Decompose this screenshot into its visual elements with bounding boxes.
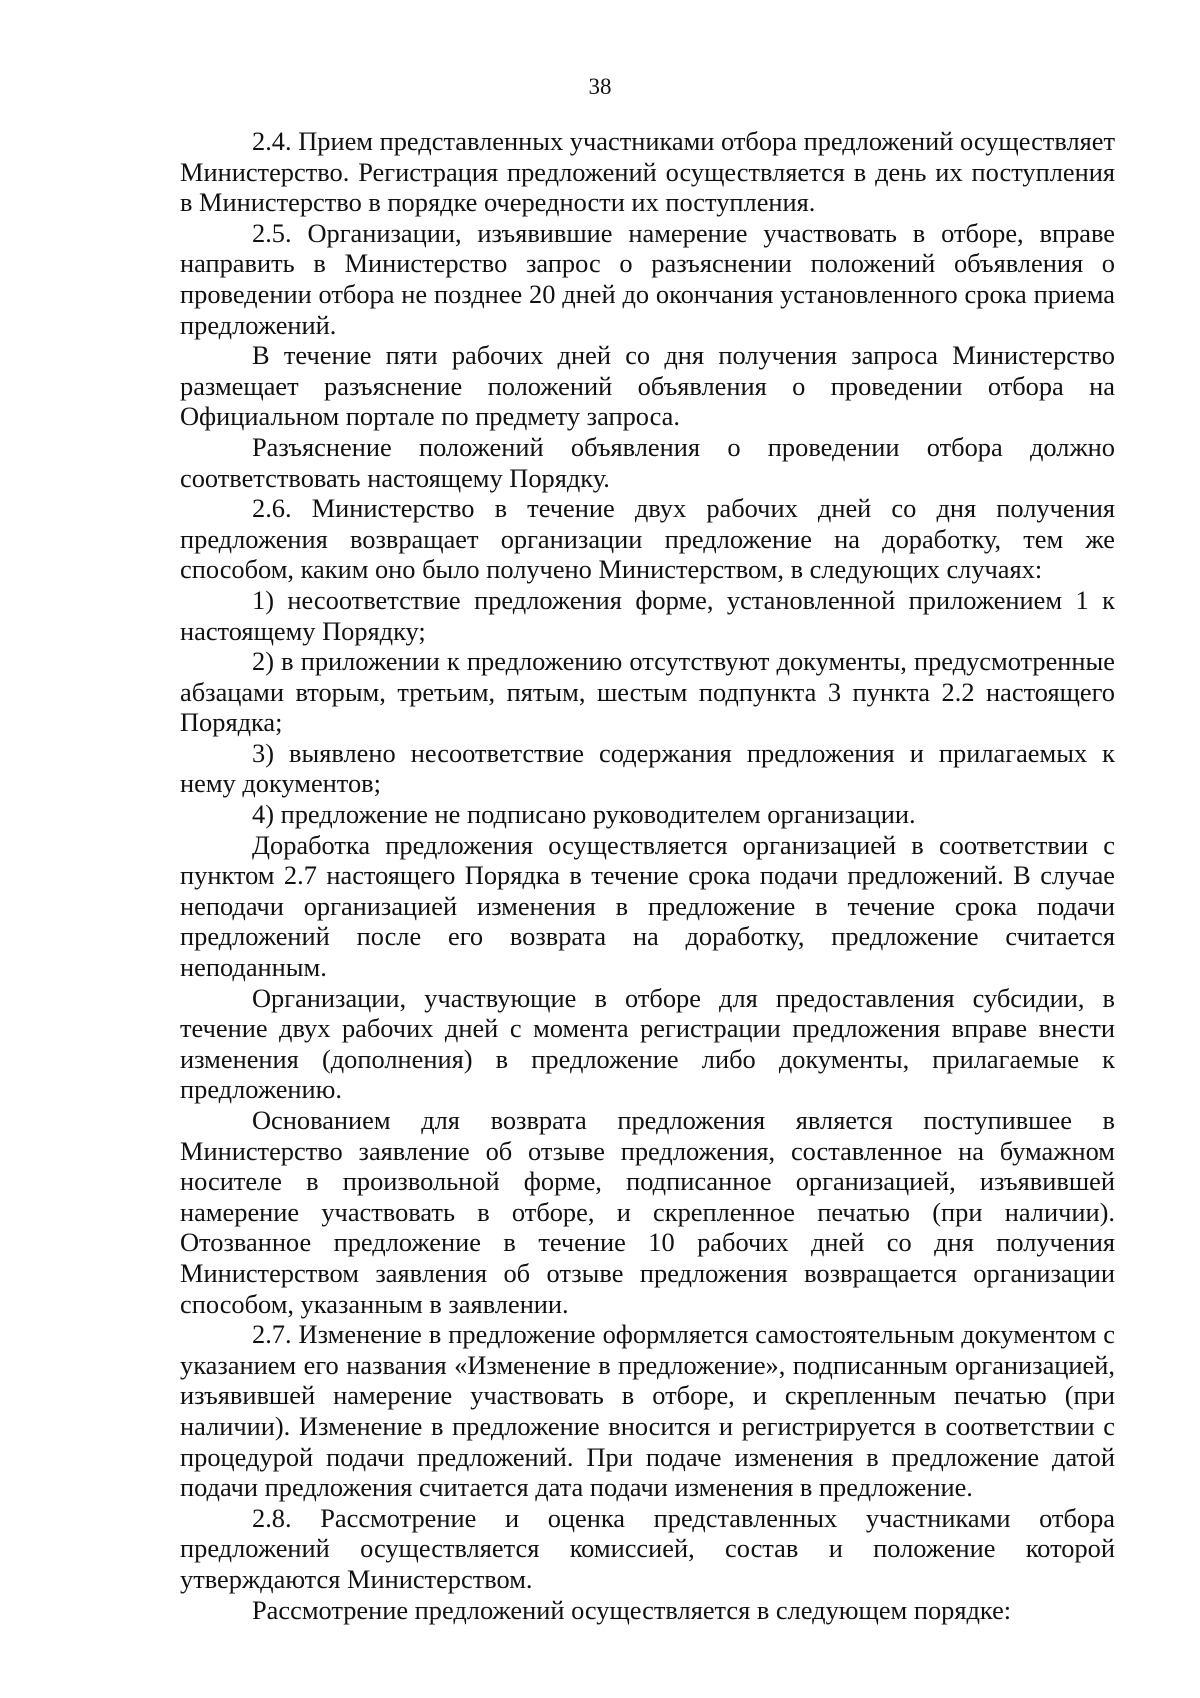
paragraph-2-5: 2.5. Организации, изъявившие намерение участвовать в отборе, вправе направить в Министерство запрос о разъяснении положений объявления о проведении отбора не позднее 20 дней до окончания установленного срока приема предложений. (180, 217, 1115, 340)
list-item-2: 2) в приложении к предложению отсутствуют документы, предусмотренные абзацами вторым, третьим, пятым, шестым подпункта 3 пункта 2.2 настоящего Порядка; (180, 646, 1115, 738)
paragraph-2-4: 2.4. Прием представленных участниками отбора предложений осуществляет Министерство. Регистрация предложений осуществляется в день их поступления в Министерство в порядке очередности их поступления. (180, 126, 1115, 218)
paragraph-return-basis: Основанием для возврата предложения является поступившее в Министерство заявление об отзыве предложения, составленное на бумажном носителе в произвольной форме, подписанное организацией, изъявившей намерение участвовать в отборе, и скрепленное печатью (при наличии). Отозванное предложение в течение 10 рабочих дней со дня получения Министерством заявления об отзыве предложения возвращается организации способом, указанным в заявлении. (180, 1105, 1115, 1319)
list-item-4: 4) предложение не подписано руководителем организации. (252, 799, 916, 830)
list-item-1: 1) несоответствие предложения форме, установленной приложением 1 к настоящему Порядку; (180, 584, 1115, 646)
paragraph-2-7: 2.7. Изменение в предложение оформляется самостоятельным документом с указанием его названия «Изменение в предложение», подписанным организацией, изъявившей намерение участвовать в отборе, и скрепленным печатью (при наличии). Изменение в предложение вносится и регистрируется в соответствии с процедурой подачи предложений. При подаче изменения в предложение датой подачи предложения считается дата подачи изменения в предложение. (180, 1319, 1115, 1503)
paragraph-clarification-period: В течение пяти рабочих дней со дня получения запроса Министерство размещает разъяснение положений объявления о проведении отбора на Официальном портале по предмету запроса. (180, 340, 1115, 432)
paragraph-2-6: 2.6. Министерство в течение двух рабочих дней со дня получения предложения возвращает организации предложение на доработку, тем же способом, каким оно было получено Министерством, в следующих случаях: (180, 493, 1115, 585)
document-body (180, 126, 1115, 1625)
paragraph-changes: Организации, участвующие в отборе для предоставления субсидии, в течение двух рабочих дней с момента регистрации предложения вправе внести изменения (дополнения) в предложение либо документы, прилагаемые к предложению. (180, 982, 1115, 1105)
paragraph-revision: Доработка предложения осуществляется организацией в соответствии с пунктом 2.7 настоящего Порядка в течение срока подачи предложений. В случае неподачи организацией изменения в предложение в течение срока подачи предложений после его возврата на доработку, предложение считается неподанным. (180, 829, 1115, 983)
paragraph-2-8: 2.8. Рассмотрение и оценка представленных участниками отбора предложений осуществляется комиссией, состав и положение которой утверждаются Министерством. (180, 1502, 1115, 1594)
page-number: 38 (588, 74, 612, 99)
paragraph-review-order: Рассмотрение предложений осуществляется в следующем порядке: (252, 1594, 1012, 1625)
paragraph-clarification-compliance: Разъяснение положений объявления о проведении отбора должно соответствовать настоящему Порядку. (180, 431, 1115, 493)
list-item-3: 3) выявлено несоответствие содержания предложения и прилагаемых к нему документов; (180, 737, 1115, 799)
